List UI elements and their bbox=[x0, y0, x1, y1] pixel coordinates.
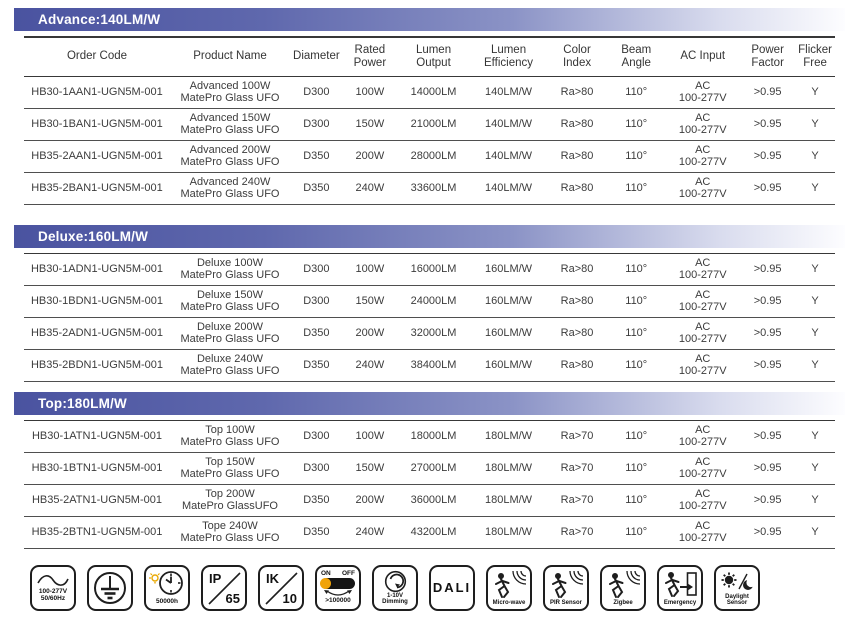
flicker-free-cell: Y bbox=[795, 172, 835, 204]
ac-frequency-label: 50/60Hz bbox=[40, 595, 66, 602]
emergency-icon bbox=[657, 565, 703, 611]
microwave-sensor-label: Micro-wave bbox=[492, 600, 526, 606]
rated-power-cell: 150W bbox=[343, 108, 397, 140]
diameter-cell: D300 bbox=[290, 253, 343, 285]
beam-angle-cell: 110° bbox=[607, 140, 665, 172]
product-name-cell: Tope 240W MatePro Glass UFO bbox=[170, 516, 290, 548]
col-header-diameter: Diameter bbox=[290, 37, 343, 76]
ac-input-cell: AC 100-277V bbox=[665, 452, 740, 484]
order-code-cell: HB35-2BDN1-UGN5M-001 bbox=[24, 349, 170, 381]
order-code-cell: HB35-2ADN1-UGN5M-001 bbox=[24, 317, 170, 349]
lumen-efficiency-cell: 160LM/W bbox=[470, 349, 547, 381]
rated-power-cell: 240W bbox=[343, 172, 397, 204]
order-code-cell: HB30-1BTN1-UGN5M-001 bbox=[24, 452, 170, 484]
lumen-efficiency-cell: 160LM/W bbox=[470, 253, 547, 285]
order-code-cell: HB30-1BAN1-UGN5M-001 bbox=[24, 108, 170, 140]
color-index-cell: Ra>80 bbox=[547, 76, 607, 108]
product-name-cell: Advanced 150W MatePro Glass UFO bbox=[170, 108, 290, 140]
diameter-cell: D350 bbox=[290, 484, 343, 516]
power-factor-cell: >0.95 bbox=[740, 516, 795, 548]
lumen-efficiency-cell: 180LM/W bbox=[470, 452, 547, 484]
diameter-cell: D300 bbox=[290, 108, 343, 140]
advance-spec-table bbox=[24, 36, 835, 205]
ip-label: IP bbox=[209, 570, 222, 586]
diameter-cell: D350 bbox=[290, 516, 343, 548]
color-index-cell: Ra>80 bbox=[547, 253, 607, 285]
diameter-cell: D350 bbox=[290, 349, 343, 381]
beam-angle-cell: 110° bbox=[607, 516, 665, 548]
ac-input-cell: AC 100-277V bbox=[665, 108, 740, 140]
power-factor-cell: >0.95 bbox=[740, 108, 795, 140]
col-header-rated-power: Rated Power bbox=[343, 37, 397, 76]
color-index-cell: Ra>80 bbox=[547, 140, 607, 172]
col-header-lumen-efficiency: Lumen Efficiency bbox=[470, 37, 547, 76]
grounding-icon bbox=[87, 565, 133, 611]
dimming-label: Dimming bbox=[382, 599, 408, 605]
order-code-cell: HB30-1AAN1-UGN5M-001 bbox=[24, 76, 170, 108]
rated-power-cell: 100W bbox=[343, 76, 397, 108]
rated-power-cell: 200W bbox=[343, 484, 397, 516]
color-index-cell: Ra>80 bbox=[547, 172, 607, 204]
diameter-cell: D350 bbox=[290, 172, 343, 204]
deluxe-spec-table bbox=[24, 253, 835, 382]
ac-input-cell: AC 100-277V bbox=[665, 285, 740, 317]
ac-voltage-label: 100-277V bbox=[38, 587, 68, 595]
diameter-cell: D350 bbox=[290, 317, 343, 349]
product-row bbox=[24, 317, 835, 349]
daylight-sensor-label-line1: Daylight bbox=[725, 593, 749, 600]
lumen-efficiency-cell: 160LM/W bbox=[470, 285, 547, 317]
rated-power-cell: 200W bbox=[343, 317, 397, 349]
power-factor-cell: >0.95 bbox=[740, 452, 795, 484]
diameter-cell: D350 bbox=[290, 140, 343, 172]
power-factor-cell: >0.95 bbox=[740, 285, 795, 317]
zigbee-icon bbox=[600, 565, 646, 611]
power-factor-cell: >0.95 bbox=[740, 253, 795, 285]
column-header-row bbox=[24, 37, 835, 76]
beam-angle-cell: 110° bbox=[607, 253, 665, 285]
power-factor-cell: >0.95 bbox=[740, 172, 795, 204]
ip65-icon bbox=[201, 565, 247, 611]
ac-input-cell: AC 100-277V bbox=[665, 140, 740, 172]
flicker-free-cell: Y bbox=[795, 140, 835, 172]
power-factor-cell: >0.95 bbox=[740, 349, 795, 381]
lifespan-label: 50000h bbox=[155, 597, 179, 605]
lumen-efficiency-cell: 180LM/W bbox=[470, 484, 547, 516]
microwave-sensor-icon bbox=[486, 565, 532, 611]
ac-input-cell: AC 100-277V bbox=[665, 516, 740, 548]
product-row bbox=[24, 484, 835, 516]
product-name-cell: Top 200W MatePro GlassUFO bbox=[170, 484, 290, 516]
diameter-cell: D300 bbox=[290, 420, 343, 452]
color-index-cell: Ra>70 bbox=[547, 420, 607, 452]
lumen-output-cell: 38400LM bbox=[397, 349, 470, 381]
ik-value: 10 bbox=[282, 590, 297, 606]
flicker-free-cell: Y bbox=[795, 516, 835, 548]
product-row bbox=[24, 285, 835, 317]
beam-angle-cell: 110° bbox=[607, 285, 665, 317]
lumen-output-cell: 21000LM bbox=[397, 108, 470, 140]
power-factor-cell: >0.95 bbox=[740, 76, 795, 108]
switch-on-label: ON bbox=[321, 570, 331, 578]
product-row bbox=[24, 108, 835, 140]
color-index-cell: Ra>80 bbox=[547, 108, 607, 140]
section-title-deluxe: Deluxe:160LM/W bbox=[14, 225, 845, 248]
lumen-output-cell: 36000LM bbox=[397, 484, 470, 516]
ac-input-cell: AC 100-277V bbox=[665, 420, 740, 452]
color-index-cell: Ra>80 bbox=[547, 317, 607, 349]
beam-angle-cell: 110° bbox=[607, 420, 665, 452]
flicker-free-cell: Y bbox=[795, 108, 835, 140]
product-row bbox=[24, 452, 835, 484]
color-index-cell: Ra>70 bbox=[547, 516, 607, 548]
color-index-cell: Ra>80 bbox=[547, 349, 607, 381]
lumen-output-cell: 18000LM bbox=[397, 420, 470, 452]
flicker-free-cell: Y bbox=[795, 317, 835, 349]
lumen-efficiency-cell: 140LM/W bbox=[470, 108, 547, 140]
lumen-output-cell: 16000LM bbox=[397, 253, 470, 285]
zigbee-label: Zigbee bbox=[613, 600, 633, 606]
rated-power-cell: 100W bbox=[343, 420, 397, 452]
flicker-free-cell: Y bbox=[795, 452, 835, 484]
lumen-efficiency-cell: 180LM/W bbox=[470, 516, 547, 548]
product-row bbox=[24, 516, 835, 548]
diameter-cell: D300 bbox=[290, 285, 343, 317]
lifespan-icon bbox=[144, 565, 190, 611]
lumen-output-cell: 24000LM bbox=[397, 285, 470, 317]
dimming-icon bbox=[372, 565, 418, 611]
order-code-cell: HB30-1BDN1-UGN5M-001 bbox=[24, 285, 170, 317]
product-row bbox=[24, 253, 835, 285]
order-code-cell: HB35-2ATN1-UGN5M-001 bbox=[24, 484, 170, 516]
lumen-efficiency-cell: 140LM/W bbox=[470, 172, 547, 204]
lumen-output-cell: 28000LM bbox=[397, 140, 470, 172]
product-row bbox=[24, 76, 835, 108]
ac-voltage-icon bbox=[30, 565, 76, 611]
pir-sensor-icon bbox=[543, 565, 589, 611]
certification-icons-row bbox=[30, 565, 845, 611]
col-header-power-factor: Power Factor bbox=[740, 37, 795, 76]
product-row bbox=[24, 140, 835, 172]
dali-label: DALI bbox=[432, 580, 472, 595]
product-row bbox=[24, 349, 835, 381]
dimming-range-label: 1-10V bbox=[386, 592, 403, 599]
beam-angle-cell: 110° bbox=[607, 484, 665, 516]
switch-cycles-label: >100000 bbox=[325, 597, 351, 605]
flicker-free-cell: Y bbox=[795, 484, 835, 516]
beam-angle-cell: 110° bbox=[607, 108, 665, 140]
beam-angle-cell: 110° bbox=[607, 349, 665, 381]
beam-angle-cell: 110° bbox=[607, 452, 665, 484]
color-index-cell: Ra>80 bbox=[547, 285, 607, 317]
rated-power-cell: 240W bbox=[343, 516, 397, 548]
switch-cycles-icon bbox=[315, 565, 361, 611]
rated-power-cell: 240W bbox=[343, 349, 397, 381]
daylight-sensor-icon bbox=[714, 565, 760, 611]
order-code-cell: HB35-2BTN1-UGN5M-001 bbox=[24, 516, 170, 548]
col-header-color-index: Color Index bbox=[547, 37, 607, 76]
ac-input-cell: AC 100-277V bbox=[665, 76, 740, 108]
ik10-icon bbox=[258, 565, 304, 611]
diameter-cell: D300 bbox=[290, 76, 343, 108]
flicker-free-cell: Y bbox=[795, 253, 835, 285]
product-name-cell: Deluxe 100W MatePro Glass UFO bbox=[170, 253, 290, 285]
dali-icon bbox=[429, 565, 475, 611]
rated-power-cell: 150W bbox=[343, 452, 397, 484]
color-index-cell: Ra>70 bbox=[547, 484, 607, 516]
product-name-cell: Advanced 200W MatePro Glass UFO bbox=[170, 140, 290, 172]
switch-off-label: OFF bbox=[342, 570, 355, 578]
power-factor-cell: >0.95 bbox=[740, 317, 795, 349]
product-row bbox=[24, 420, 835, 452]
flicker-free-cell: Y bbox=[795, 349, 835, 381]
beam-angle-cell: 110° bbox=[607, 317, 665, 349]
ac-input-cell: AC 100-277V bbox=[665, 172, 740, 204]
flicker-free-cell: Y bbox=[795, 76, 835, 108]
ac-input-cell: AC 100-277V bbox=[665, 484, 740, 516]
lumen-output-cell: 14000LM bbox=[397, 76, 470, 108]
diameter-cell: D300 bbox=[290, 452, 343, 484]
order-code-cell: HB35-2BAN1-UGN5M-001 bbox=[24, 172, 170, 204]
daylight-sensor-label-line2: Sensor bbox=[726, 600, 748, 606]
product-name-cell: Advanced 240W MatePro Glass UFO bbox=[170, 172, 290, 204]
section-title-top: Top:180LM/W bbox=[14, 392, 845, 415]
product-name-cell: Deluxe 240W MatePro Glass UFO bbox=[170, 349, 290, 381]
ik-label: IK bbox=[266, 570, 279, 586]
product-name-cell: Top 150W MatePro Glass UFO bbox=[170, 452, 290, 484]
col-header-lumen-output: Lumen Output bbox=[397, 37, 470, 76]
power-factor-cell: >0.95 bbox=[740, 484, 795, 516]
pir-sensor-label: PIR Sensor bbox=[549, 600, 582, 606]
ip-value: 65 bbox=[225, 590, 240, 606]
product-row bbox=[24, 172, 835, 204]
lumen-output-cell: 27000LM bbox=[397, 452, 470, 484]
power-factor-cell: >0.95 bbox=[740, 420, 795, 452]
order-code-cell: HB35-2AAN1-UGN5M-001 bbox=[24, 140, 170, 172]
rated-power-cell: 200W bbox=[343, 140, 397, 172]
ac-input-cell: AC 100-277V bbox=[665, 253, 740, 285]
col-header-flicker-free: Flicker Free bbox=[795, 37, 835, 76]
power-factor-cell: >0.95 bbox=[740, 140, 795, 172]
lumen-output-cell: 33600LM bbox=[397, 172, 470, 204]
product-name-cell: Top 100W MatePro Glass UFO bbox=[170, 420, 290, 452]
col-header-product-name: Product Name bbox=[170, 37, 290, 76]
flicker-free-cell: Y bbox=[795, 420, 835, 452]
lumen-efficiency-cell: 140LM/W bbox=[470, 140, 547, 172]
product-name-cell: Deluxe 200W MatePro Glass UFO bbox=[170, 317, 290, 349]
emergency-label: Emergency bbox=[663, 600, 697, 606]
beam-angle-cell: 110° bbox=[607, 172, 665, 204]
product-name-cell: Deluxe 150W MatePro Glass UFO bbox=[170, 285, 290, 317]
lumen-output-cell: 43200LM bbox=[397, 516, 470, 548]
lumen-output-cell: 32000LM bbox=[397, 317, 470, 349]
lumen-efficiency-cell: 180LM/W bbox=[470, 420, 547, 452]
section-title-advance: Advance:140LM/W bbox=[14, 8, 845, 31]
switch-toggle-graphic bbox=[321, 578, 355, 589]
rated-power-cell: 150W bbox=[343, 285, 397, 317]
product-name-cell: Advanced 100W MatePro Glass UFO bbox=[170, 76, 290, 108]
lumen-efficiency-cell: 140LM/W bbox=[470, 76, 547, 108]
rated-power-cell: 100W bbox=[343, 253, 397, 285]
top-spec-table bbox=[24, 420, 835, 549]
flicker-free-cell: Y bbox=[795, 285, 835, 317]
ac-input-cell: AC 100-277V bbox=[665, 317, 740, 349]
col-header-beam-angle: Beam Angle bbox=[607, 37, 665, 76]
color-index-cell: Ra>70 bbox=[547, 452, 607, 484]
order-code-cell: HB30-1ADN1-UGN5M-001 bbox=[24, 253, 170, 285]
ac-input-cell: AC 100-277V bbox=[665, 349, 740, 381]
order-code-cell: HB30-1ATN1-UGN5M-001 bbox=[24, 420, 170, 452]
col-header-order-code: Order Code bbox=[24, 37, 170, 76]
beam-angle-cell: 110° bbox=[607, 76, 665, 108]
col-header-ac-input: AC Input bbox=[665, 37, 740, 76]
lumen-efficiency-cell: 160LM/W bbox=[470, 317, 547, 349]
